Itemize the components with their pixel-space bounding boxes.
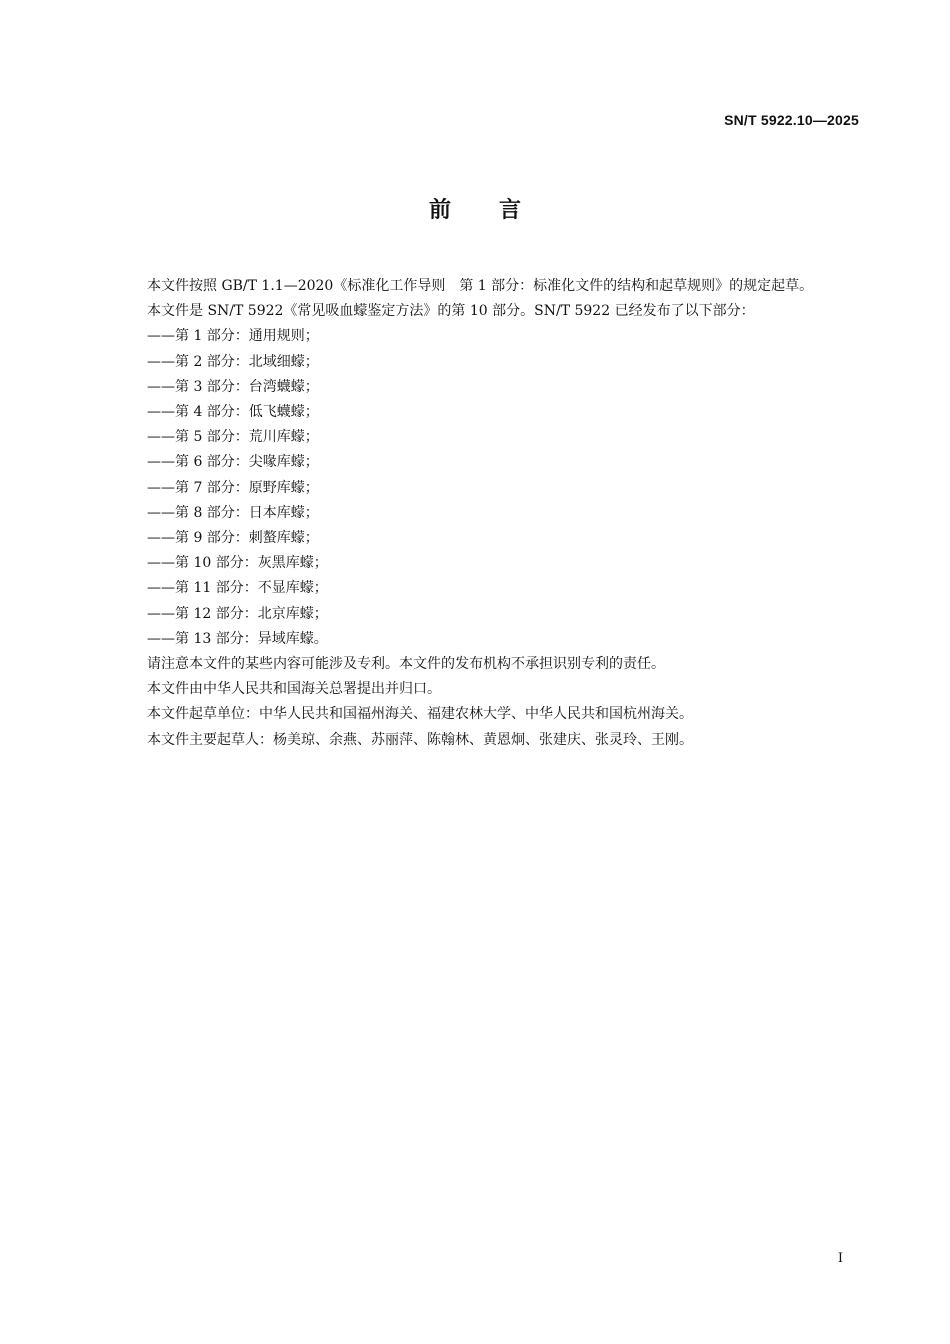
list-item: ——第 8 部分：日本库蠓；: [147, 504, 319, 521]
paragraph-series-intro: 本文件是 SN/T 5922《常见吸血蠓鉴定方法》的第 10 部分。SN/T 5922 已经发布了以下部分：: [147, 303, 755, 320]
paragraph-proposer: 本文件由中华人民共和国海关总署提出并归口。: [147, 681, 441, 698]
paragraph-drafters: 本文件主要起草人：杨美琼、余燕、苏丽萍、陈翰林、黄恩炯、张建庆、张灵玲、王刚。: [147, 731, 693, 748]
list-item: ——第 9 部分：刺螯库蠓；: [147, 530, 319, 547]
paragraph-drafting-units: 本文件起草单位：中华人民共和国福州海关、福建农林大学、中华人民共和国杭州海关。: [147, 706, 693, 723]
foreword-body: [113, 274, 859, 753]
list-item: ——第 1 部分：通用规则；: [147, 328, 319, 345]
list-item: ——第 12 部分：北京库蠓；: [147, 605, 328, 622]
list-item: ——第 4 部分：低飞蠛蠓；: [147, 404, 319, 421]
list-item: ——第 3 部分：台湾蠛蠓；: [147, 378, 319, 395]
list-item: ——第 6 部分：尖喙库蠓；: [147, 454, 319, 471]
parts-list: [113, 324, 859, 652]
list-item: ——第 2 部分：北域细蠓；: [147, 353, 319, 370]
page-number: I: [837, 1251, 843, 1266]
document-code: SN/T 5922.10—2025: [724, 112, 859, 128]
paragraph-drafting-rules: 本文件按照 GB/T 1.1—2020《标准化工作导则 第 1 部分：标准化文件的结构和起草规则》的规定起草。: [147, 278, 814, 294]
list-item: ——第 13 部分：异域库蠓。: [147, 630, 328, 647]
list-item: ——第 10 部分：灰黑库蠓；: [147, 555, 328, 572]
list-item: ——第 7 部分：原野库蠓；: [147, 479, 319, 496]
list-item: ——第 5 部分：荒川库蠓；: [147, 429, 319, 446]
list-item: ——第 11 部分：不显库蠓；: [147, 580, 328, 597]
page-title: 前言: [428, 198, 569, 223]
paragraph-patent-notice: 请注意本文件的某些内容可能涉及专利。本文件的发布机构不承担识别专利的责任。: [147, 656, 665, 673]
